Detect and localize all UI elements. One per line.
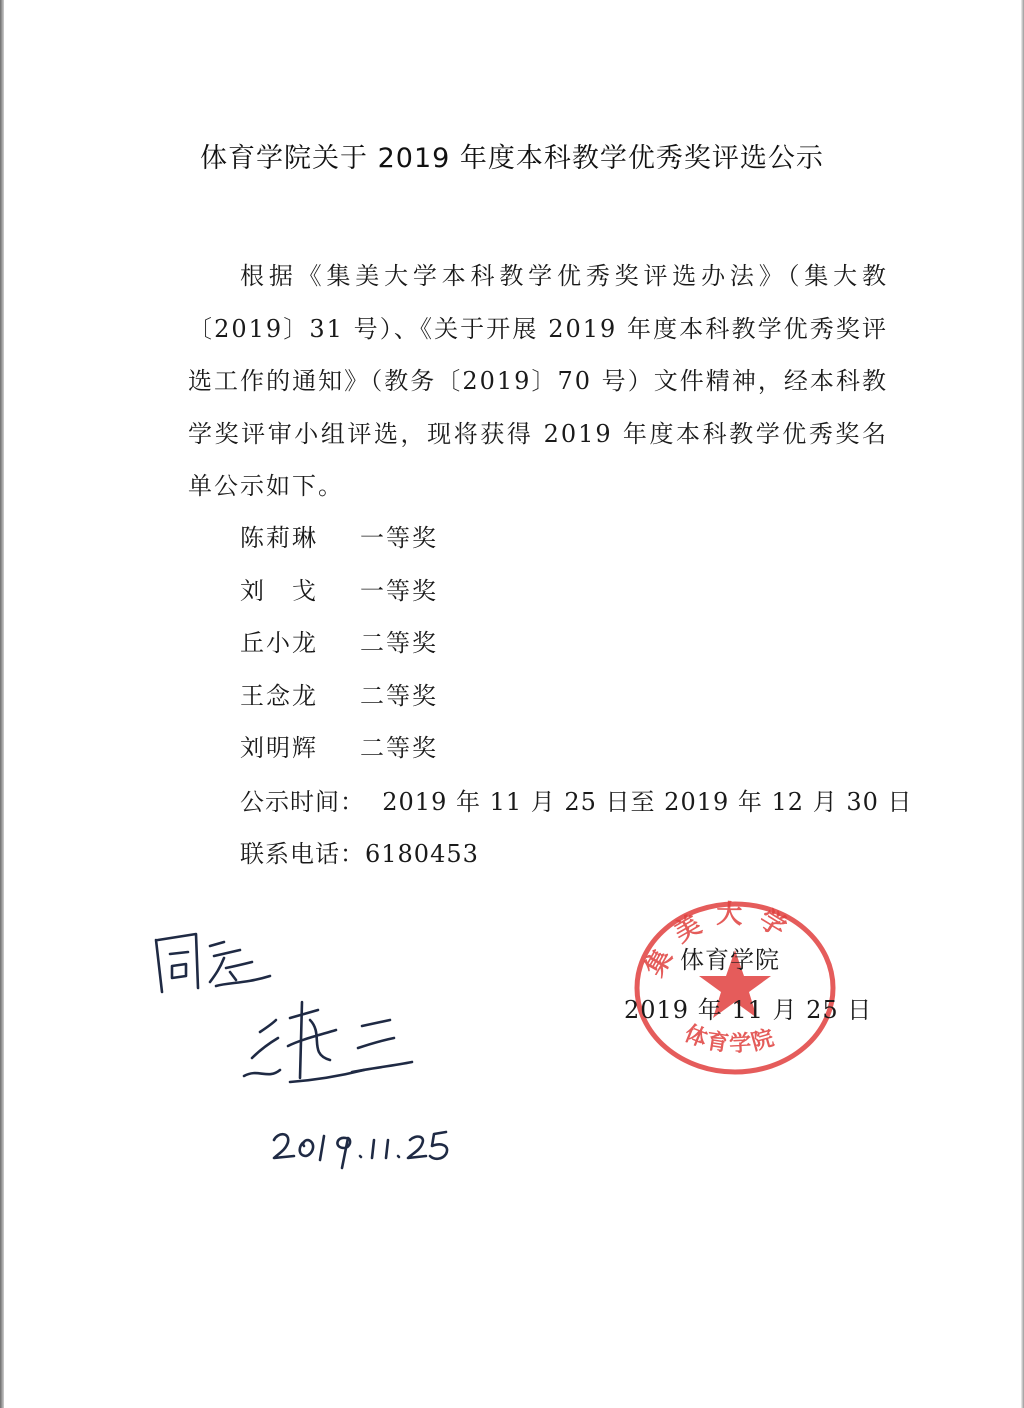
issue-date: 2019 年 11 月 25 日 (624, 996, 873, 1024)
award-name: 陈莉琳 (240, 524, 318, 552)
official-seal (630, 898, 840, 1078)
award-prize: 一等奖 (360, 524, 438, 552)
handwritten-approval (156, 934, 270, 992)
body-paragraph: 根据《集美大学本科教学优秀奖评选办法》（集大教〔2019〕31 号）、《关于开展 2019 年度本科教学优秀奖评选工作的通知》（教务〔2019〕70 号）文件精神，经本科教学奖评审小组评选，现将获得 2019 年度本科教学优秀奖名单公示如下。 (188, 262, 888, 500)
contact-phone: 联系电话：6180453 (240, 840, 479, 868)
award-list (240, 512, 438, 775)
award-prize: 二等奖 (360, 681, 438, 710)
notice-period: 公示时间： 2019 年 11 月 25 日至 2019 年 12 月 30 日 (240, 788, 913, 816)
award-row (240, 722, 438, 775)
handwritten-name (244, 1002, 412, 1082)
award-row (240, 617, 438, 670)
seal-text-bottom: 体育学院 (681, 1020, 779, 1057)
svg-text:体育学院 (681, 1020, 778, 1056)
award-name: 丘小龙 (240, 629, 318, 657)
award-name: 刘 戈 (240, 576, 318, 605)
seal-text-top: 集美大学 (639, 898, 804, 982)
award-prize: 二等奖 (360, 734, 438, 762)
issuer-name: 体育学院 (680, 946, 780, 974)
award-row (240, 512, 438, 565)
award-name: 王念龙 (240, 681, 318, 710)
award-row (240, 670, 438, 723)
handwritten-signature (140, 910, 480, 1170)
scan-edge-left (0, 0, 4, 1408)
award-name: 刘明辉 (240, 734, 318, 762)
document-title: 体育学院关于 2019 年度本科教学优秀奖评选公示 (200, 143, 824, 174)
award-row (240, 565, 438, 618)
handwritten-date (274, 1132, 447, 1168)
award-prize: 二等奖 (360, 629, 438, 657)
award-prize: 一等奖 (360, 576, 438, 605)
